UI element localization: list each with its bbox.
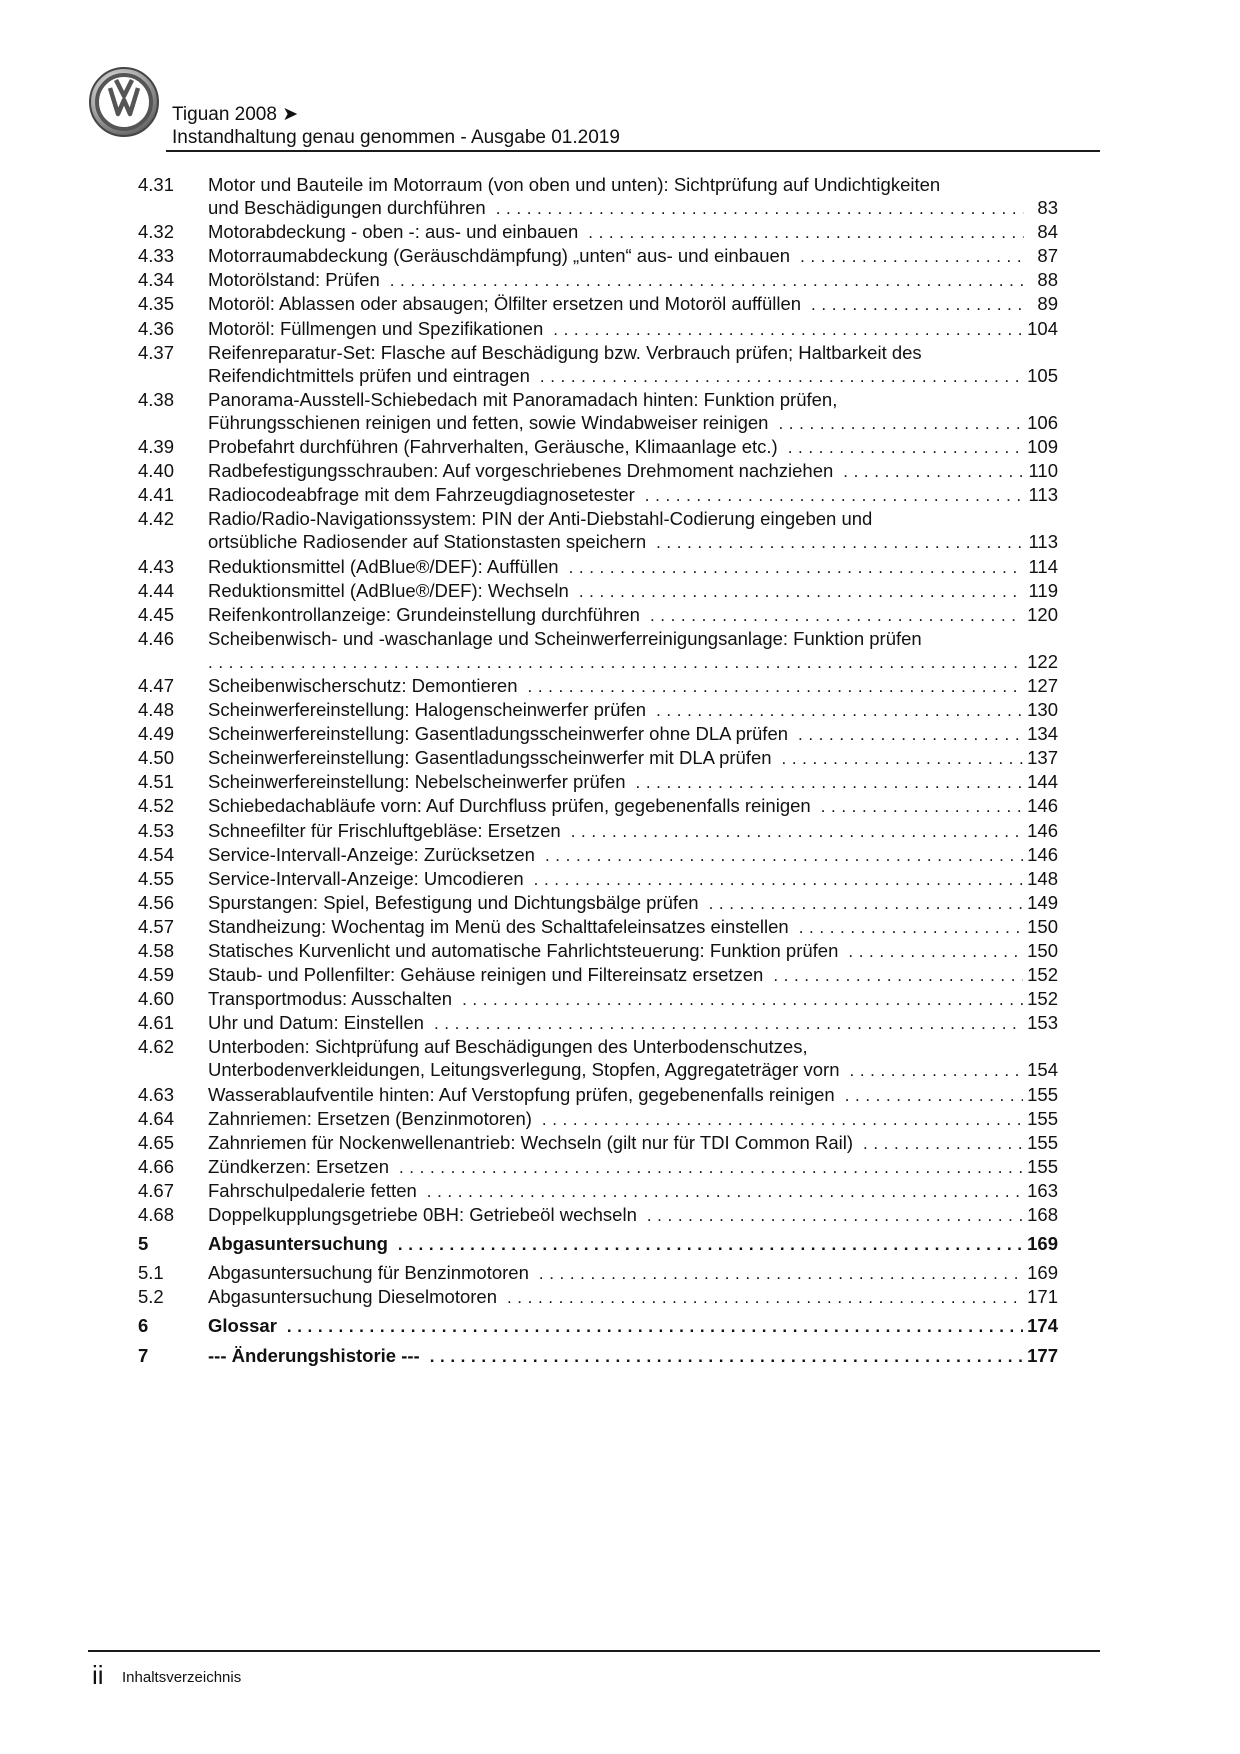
toc-entry[interactable] [138,843,1058,867]
toc-page-number: 83 [1037,197,1058,219]
dot-leader [798,723,1023,746]
toc-page-number: 134 [1027,723,1058,745]
toc-page-number: 87 [1037,245,1058,267]
toc-title-line: Scheibenwischerschutz: Demontieren [208,674,518,696]
toc-title-line: Panorama-Ausstell-Schiebedach mit Panoramadach hinten: Funktion prüfen, [208,388,838,410]
toc-page-number: 152 [1027,964,1058,986]
toc-number: 4.66 [138,1155,175,1177]
dot-leader [579,580,1024,603]
dot-leader [398,1233,1023,1256]
dot-leader [588,221,1024,244]
toc-entry[interactable] [138,746,1058,770]
header-divider [166,150,1100,152]
toc-page-number: 155 [1027,1155,1058,1177]
toc-number: 4.61 [138,1012,175,1034]
dot-leader [462,988,1023,1011]
dot-leader [647,1204,1023,1227]
toc-page-number: 120 [1027,603,1058,625]
toc-title-line: Doppelkupplungsgetriebe 0BH: Getriebeöl wechseln [208,1204,637,1226]
toc-number: 4.45 [138,603,175,625]
toc-entry[interactable] [138,867,1058,891]
toc-number: 4.64 [138,1107,175,1129]
toc-title-line: Wasserablaufventile hinten: Auf Verstopfung prüfen, gegebenenfalls reinigen [208,1083,835,1105]
toc-number: 4.41 [138,484,175,506]
toc-title-line: Uhr und Datum: Einstellen [208,1012,424,1034]
toc-number: 4.50 [138,747,175,769]
toc-page-number: 153 [1027,1012,1058,1034]
dot-leader [845,1084,1023,1107]
toc-number: 4.68 [138,1204,175,1226]
toc-number: 4.40 [138,460,175,482]
toc-entry[interactable] [138,674,1058,698]
toc-entry[interactable] [138,459,1058,483]
toc-title-line: Service-Intervall-Anzeige: Zurücksetzen [208,843,535,865]
toc-entry[interactable] [138,1083,1058,1107]
dot-leader [799,916,1023,939]
toc-title-line: Zündkerzen: Ersetzen [208,1155,389,1177]
toc-page-number: 127 [1027,674,1058,696]
toc-page-number: 130 [1027,699,1058,721]
toc-entry[interactable] [138,603,1058,627]
toc-page-number: 150 [1027,940,1058,961]
toc-title-line: Abgasuntersuchung Dieselmotoren [208,1286,497,1308]
toc-number: 4.53 [138,819,175,841]
toc-entry[interactable] [138,317,1058,341]
toc-page-number: 146 [1027,795,1058,817]
table-of-contents [138,173,1058,1373]
toc-title-line: Scheinwerfereinstellung: Halogenscheinwerfer prüfen [208,699,647,721]
toc-entry[interactable] [138,555,1058,579]
toc-page-number: 106 [1027,411,1058,433]
toc-page-number: 105 [1027,364,1058,386]
toc-page-number: 154 [1027,1059,1058,1081]
toc-number: 4.55 [138,867,175,889]
dot-leader [636,771,1024,794]
toc-number: 7 [138,1344,149,1366]
toc-entry[interactable] [138,770,1058,794]
dot-leader [843,460,1024,483]
toc-page-number: 84 [1037,221,1058,243]
toc-title-line: Scheinwerfereinstellung: Gasentladungsscheinwerfer ohne DLA prüfen [208,723,789,745]
toc-entry[interactable] [138,388,1058,435]
toc-entry[interactable] [138,1203,1058,1227]
toc-title-line: Motor und Bauteile im Motorraum (von oben und unten): Sichtprüfung auf Undichtigkeiten [208,174,941,195]
toc-title-line: Motorölstand: Prüfen [208,269,380,291]
toc-page-number: 122 [1027,650,1058,672]
toc-entry[interactable] [138,627,1058,674]
toc-entry[interactable] [138,1131,1058,1155]
toc-number: 4.62 [138,1036,175,1058]
toc-title-line: Probefahrt durchführen (Fahrverhalten, Geräusche, Klimaanlage etc.) [208,436,778,458]
dot-leader [496,197,1024,220]
toc-entry[interactable] [138,1011,1058,1035]
toc-page-number: 168 [1027,1204,1058,1226]
toc-entry[interactable] [138,1285,1058,1309]
toc-number: 4.58 [138,940,175,961]
dot-leader [782,747,1024,770]
toc-number: 5 [138,1233,149,1255]
toc-page-number: 88 [1037,269,1058,291]
dot-leader [390,269,1024,292]
toc-entry[interactable] [138,1107,1058,1131]
toc-page-number: 177 [1027,1344,1058,1366]
toc-entry[interactable] [138,483,1058,507]
dot-leader [709,892,1024,915]
toc-number: 5.1 [138,1262,164,1284]
toc-title-line: und Beschädigungen durchführen [208,197,486,219]
toc-page-number: 148 [1027,867,1058,889]
toc-number: 4.56 [138,891,175,913]
toc-chapter[interactable] [138,1232,1058,1256]
toc-entry[interactable] [138,244,1058,268]
toc-title-line: Motorabdeckung - oben -: aus- und einbauen [208,221,579,243]
toc-title-line: Staub- und Pollenfilter: Gehäuse reinigen und Filtereinsatz ersetzen [208,964,764,986]
dot-leader [542,1108,1023,1131]
toc-entry[interactable] [138,579,1058,603]
dot-leader [656,699,1023,722]
vw-logo-icon [88,66,160,138]
toc-page-number: 113 [1028,484,1058,506]
toc-entry[interactable] [138,722,1058,746]
toc-entry[interactable] [138,987,1058,1011]
dot-leader [850,1059,1024,1082]
toc-title-line: Reifenreparatur-Set: Flasche auf Beschädigung bzw. Verbrauch prüfen; Haltbarkeit des [208,341,922,363]
dot-leader [208,651,1023,674]
toc-number: 4.32 [138,221,175,243]
document-title: Tiguan 2008 ➤ [172,104,299,125]
toc-page-number: 104 [1027,317,1058,339]
dot-leader [539,1262,1023,1285]
toc-page-number: 155 [1027,1083,1058,1105]
toc-title-line: Statisches Kurvenlicht und automatische Fahrlichtsteuerung: Funktion prüfen [208,940,839,961]
document-subtitle: Instandhaltung genau genommen - Ausgabe 01.2019 [172,127,620,148]
toc-page-number: 169 [1027,1262,1058,1284]
toc-number: 4.35 [138,293,175,315]
toc-title-line: Standheizung: Wochentag im Menü des Schalttafeleinsatzes einstellen [208,915,789,937]
toc-number: 4.43 [138,555,175,577]
toc-number: 4.47 [138,674,175,696]
toc-chapter[interactable] [138,1344,1058,1368]
toc-title-line: Schneefilter für Frischluftgebläse: Ersetzen [208,819,561,841]
toc-title-line: --- Änderungshistorie --- [208,1344,420,1366]
toc-entry[interactable] [138,939,1058,963]
dot-leader [569,556,1024,579]
toc-entry[interactable] [138,220,1058,244]
toc-title-line: Motoröl: Füllmengen und Spezifikationen [208,317,544,339]
dot-leader [553,318,1023,341]
toc-entry[interactable] [138,1261,1058,1285]
toc-number: 4.65 [138,1131,175,1153]
toc-title-line: Führungsschienen reinigen und fetten, sowie Windabweiser reinigen [208,411,769,433]
toc-title-line: Zahnriemen: Ersetzen (Benzinmotoren) [208,1107,532,1129]
toc-number: 4.49 [138,723,175,745]
toc-number: 4.39 [138,436,175,458]
toc-title-line: Reduktionsmittel (AdBlue®/DEF): Wechseln [208,579,569,601]
toc-entry[interactable] [138,1035,1058,1082]
dot-leader [645,484,1024,507]
toc-title-line: Abgasuntersuchung [208,1233,388,1255]
toc-entry[interactable] [138,698,1058,722]
toc-page-number: 174 [1027,1315,1058,1337]
toc-page-number: 150 [1027,915,1058,937]
toc-number: 4.63 [138,1083,175,1105]
toc-entry[interactable] [138,341,1058,388]
dot-leader [811,293,1024,316]
toc-page-number: 163 [1027,1179,1058,1201]
toc-title-line: Radio/Radio-Navigationssystem: PIN der Anti-Diebstahl-Codierung eingeben und [208,508,873,530]
toc-page-number: 146 [1027,819,1058,841]
dot-leader [778,412,1023,435]
toc-page-number: 144 [1027,771,1058,793]
dot-leader [848,940,1023,963]
toc-number: 4.57 [138,915,175,937]
dot-leader [534,868,1023,891]
toc-number: 4.54 [138,843,175,865]
dot-leader [650,604,1023,627]
toc-entry[interactable] [138,819,1058,843]
toc-entry[interactable] [138,435,1058,459]
dot-leader [863,1132,1023,1155]
dot-leader [821,795,1023,818]
toc-number: 4.67 [138,1179,175,1201]
toc-page-number: 171 [1027,1286,1058,1308]
toc-entry[interactable] [138,1179,1058,1203]
toc-entry[interactable] [138,891,1058,915]
toc-title-line: Scheinwerfereinstellung: Nebelscheinwerfer prüfen [208,771,626,793]
toc-number: 4.60 [138,988,175,1010]
dot-leader [507,1286,1023,1309]
dot-leader [434,1012,1023,1035]
dot-leader [430,1345,1023,1368]
toc-entry[interactable] [138,794,1058,818]
toc-entry[interactable] [138,292,1058,316]
toc-number: 4.51 [138,771,175,793]
toc-page-number: 109 [1027,436,1058,458]
toc-entry[interactable] [138,268,1058,292]
toc-page-number: 146 [1027,843,1058,865]
dot-leader [540,365,1023,388]
toc-title-line: Reduktionsmittel (AdBlue®/DEF): Auffüllen [208,555,559,577]
toc-entry[interactable] [138,1155,1058,1179]
toc-title-line: Schiebedachabläufe vorn: Auf Durchfluss prüfen, gegebenenfalls reinigen [208,795,811,817]
toc-page-number: 114 [1028,555,1058,577]
toc-title-line: Reifenkontrollanzeige: Grundeinstellung durchführen [208,603,640,625]
dot-leader [800,245,1024,268]
toc-title-line: Zahnriemen für Nockenwellenantrieb: Wechseln (gilt nur für TDI Common Rail) [208,1131,854,1153]
toc-title-line: Motoröl: Ablassen oder absaugen; Ölfilter ersetzen und Motoröl auffüllen [208,293,802,315]
toc-title-line: Transportmodus: Ausschalten [208,988,453,1010]
toc-entry[interactable] [138,507,1058,554]
toc-title-line: ortsübliche Radiosender auf Stationstasten speichern [208,531,647,553]
toc-title-line: Motorraumabdeckung (Geräuschdämpfung) „unten“ aus- und einbauen [208,245,791,267]
dot-leader [427,1180,1023,1203]
toc-number: 4.31 [138,174,175,195]
dot-leader [545,844,1023,867]
dot-leader [788,436,1023,459]
toc-title-line: Fahrschulpedalerie fetten [208,1179,417,1201]
toc-title-line: Scheibenwisch- und -waschanlage und Scheinwerferreinigungsanlage: Funktion prüfen [208,627,922,649]
toc-title-line: Unterboden: Sichtprüfung auf Beschädigungen des Unterbodenschutzes, [208,1036,808,1058]
toc-page-number: 137 [1027,747,1058,769]
dot-leader [528,675,1024,698]
toc-chapter[interactable] [138,1314,1058,1338]
toc-number: 6 [138,1315,149,1337]
toc-page-number: 119 [1028,579,1058,601]
toc-number: 4.44 [138,579,175,601]
toc-number: 4.46 [138,627,175,649]
toc-title-line: Radbefestigungsschrauben: Auf vorgeschriebenes Drehmoment nachziehen [208,460,834,482]
toc-page-number: 89 [1037,293,1058,315]
toc-number: 4.38 [138,388,175,410]
toc-title-line: Service-Intervall-Anzeige: Umcodieren [208,867,524,889]
toc-number: 4.37 [138,341,175,363]
toc-title-line: Abgasuntersuchung für Benzinmotoren [208,1262,529,1284]
page-header [88,66,1100,152]
toc-page-number: 113 [1028,531,1058,553]
toc-number: 4.52 [138,795,175,817]
dot-leader [399,1156,1023,1179]
footer-page-number: ii [92,1660,104,1690]
dot-leader [571,820,1023,843]
toc-number: 4.42 [138,508,175,530]
dot-leader [656,531,1024,554]
toc-number: 4.36 [138,317,175,339]
toc-entry[interactable] [138,915,1058,939]
toc-number: 4.34 [138,269,175,291]
toc-title-line: Scheinwerfereinstellung: Gasentladungsscheinwerfer mit DLA prüfen [208,747,772,769]
toc-number: 4.48 [138,699,175,721]
toc-page-number: 110 [1028,460,1058,482]
toc-title-line: Radiocodeabfrage mit dem Fahrzeugdiagnosetester [208,484,635,506]
toc-number: 4.33 [138,245,175,267]
footer-section-label: Inhaltsverzeichnis [122,1669,242,1686]
toc-title-line: Unterbodenverkleidungen, Leitungsverlegung, Stopfen, Aggregateträger vorn [208,1059,840,1081]
toc-page-number: 149 [1027,891,1058,913]
toc-title-line: Spurstangen: Spiel, Befestigung und Dichtungsbälge prüfen [208,891,699,913]
toc-entry[interactable] [138,173,1058,220]
toc-entry[interactable] [138,963,1058,987]
toc-title-line: Glossar [208,1315,277,1337]
toc-number: 4.59 [138,964,175,986]
toc-page-number: 155 [1027,1131,1058,1153]
footer-divider [88,1650,1100,1652]
toc-title-line: Reifendichtmittels prüfen und eintragen [208,364,530,386]
dot-leader [287,1315,1023,1338]
toc-page-number: 155 [1027,1107,1058,1129]
toc-number: 5.2 [138,1286,164,1308]
toc-page-number: 152 [1027,988,1058,1010]
toc-page-number: 169 [1027,1233,1058,1255]
dot-leader [773,964,1023,987]
